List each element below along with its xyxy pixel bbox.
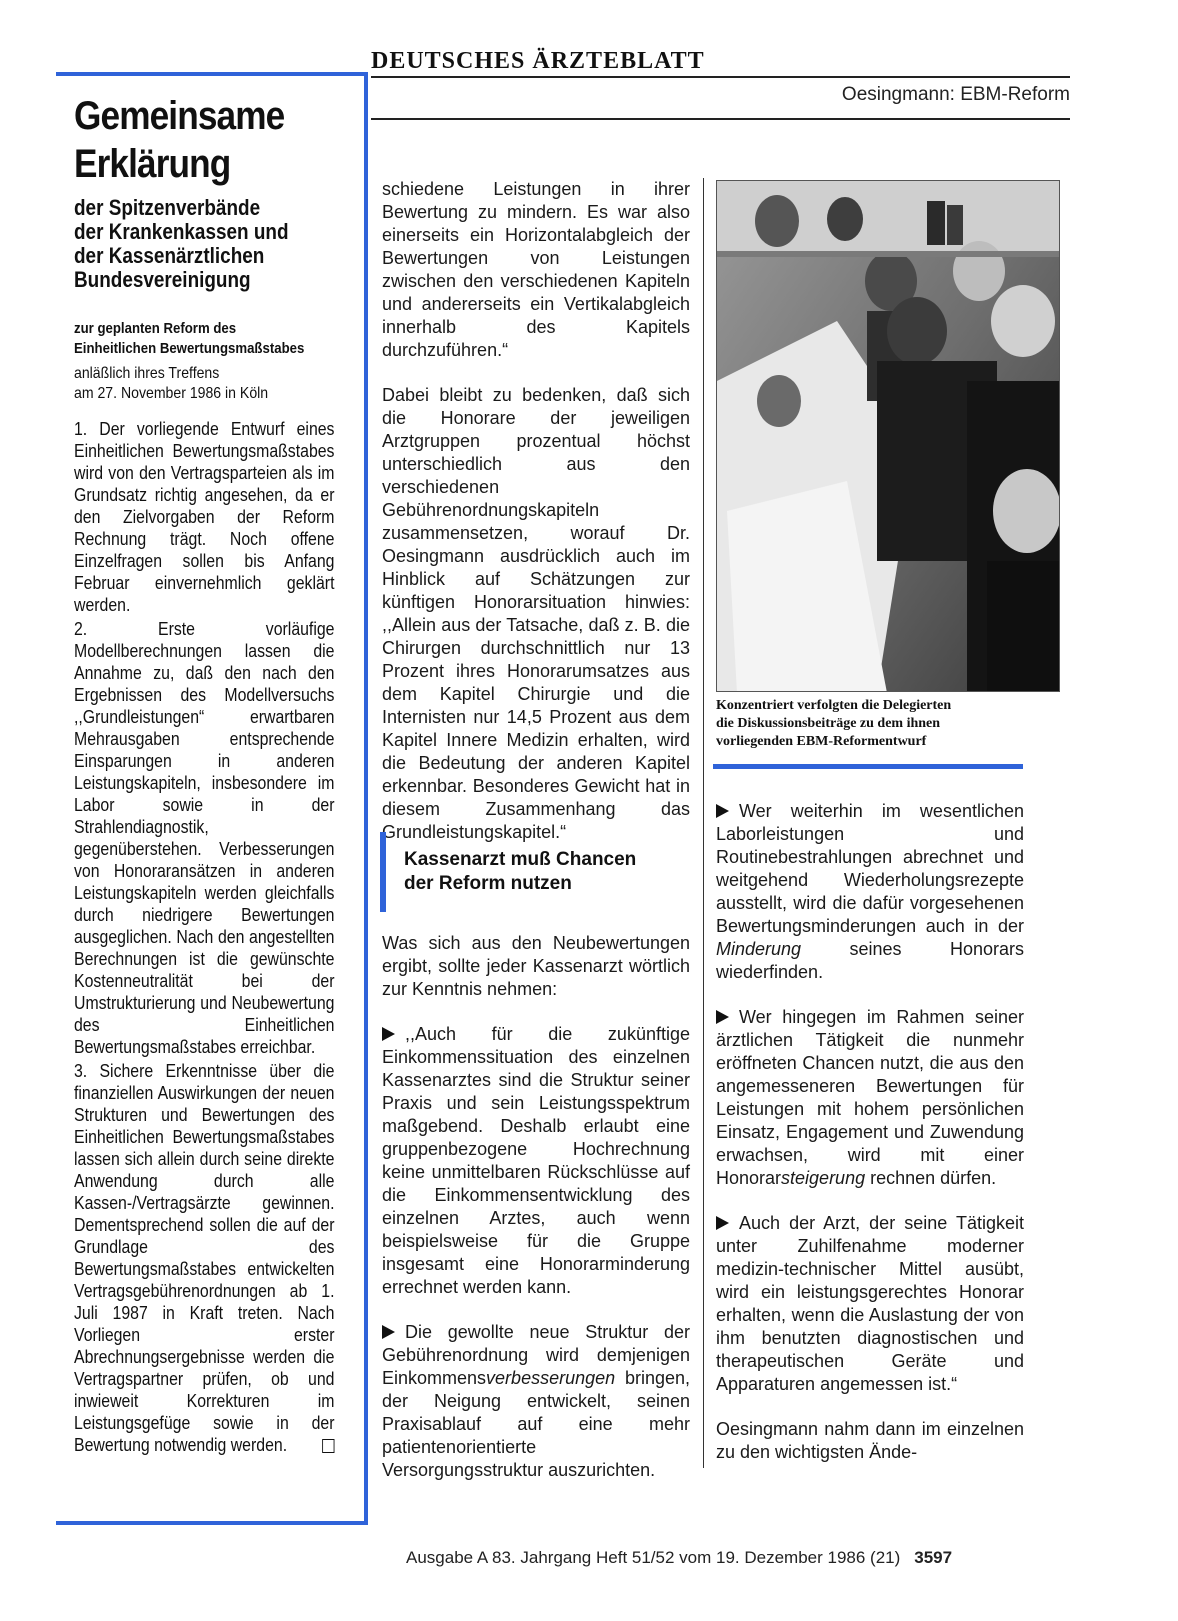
meeting-photo-image [717,181,1060,692]
bullet-triangle-icon [716,804,729,818]
photo-caption: Konzentriert verfolgten die Delegierten die Diskussionsbeiträge zu dem ihnen vorliegenden EBM-Reformentwurf [716,698,952,749]
masthead [371,48,1070,78]
declaration-meeting: anläßlich ihres Treffens am 27. November 1986 in Köln [74,365,269,402]
article-paragraph: Wer hingegen im Rahmen seiner ärztlichen Tätigkeit die nunmehr eröffneten Chancen nutzt, die aus den angemesseneren Bewertungen für Leistungen mit hohem persönlichen Einsatz, Engagement und Zuwendung erwachsen, wird mit einer Honorarsteigerung rechnen dürfen. [716,1007,1024,1188]
caption-accent-rule [713,764,1023,769]
running-head: Oesingmann: EBM-Reform [841,84,1070,105]
article-paragraph: Oesingmann nahm dann im einzelnen zu den wichtigsten Ände- [716,1419,1024,1462]
meeting-photo [716,180,1060,692]
article-paragraph: Was sich aus den Neubewertungen ergibt, sollte jeder Kassenarzt wörtlich zur Kenntnis nehmen: [382,933,690,999]
article-paragraph: ,,Auch für die zukünftige Einkommenssituation des einzelnen Kassenarztes sind die Struktur seiner Praxis und sein Leistungsspektrum maßgebend. Deshalb erlaubt eine gruppenbezogene Hochrechnung keine unmittelbaren Rückschlüsse auf die Einkommensentwicklung des einzelnen Arztes, auch wenn beispielsweise für die Gruppe insgesamt eine Honorarminderung errechnet werden kann. [382,1024,690,1297]
publication-name: DEUTSCHES ÄRZTEBLATT [371,48,705,74]
end-mark-icon [322,1439,334,1453]
declaration-title: Gemeinsame Erklärung [74,94,285,186]
column-2-top [382,178,690,866]
declaration-point-1: 1. Der vorliegende Entwurf eines Einheitlichen Bewertungsmaßstabes wird von den Vertragsparteien als im Grundsatz richtig angesehen, da er den Zielvorgaben der Reform Rechnung trägt. Noch offene Einzelfragen sollen bis Anfang Februar einvernehmlich geklärt werden. [74,419,335,615]
page-footer [406,1548,952,1568]
bullet-triangle-icon [716,1010,729,1024]
declaration-reference: zur geplanten Reform des Einheitlichen Bewertungsmaßstabes [74,320,305,357]
declaration-point-2: 2. Erste vorläufige Modellberechnungen lassen die Annahme zu, daß den nach den Ergebnissen des Modellversuchs ,,Grundleistungen“ erwartbaren Mehrausgaben entsprechende Einsparungen in anderen Leistungskapiteln, insbesondere im Labor sowie in der Strahlendiagnostik, gegenüberstehen. Verbesserungen von Honoraransätzen in anderen Leistungskapiteln werden gleichfalls durch niedrigere Bewertungen ausgeglichen. Nach den angestellten Berechnungen ist die gewünschte Kostenneutralität bei der Umstrukturierung und Neubewertung des Einheitlichen Bewertungsmaßstabes erreichbar. [74,619,335,1057]
column-divider [703,178,704,1468]
bullet-triangle-icon [716,1216,729,1230]
column-3 [716,800,1024,1486]
article-paragraph: Wer weiterhin im wesentlichen Laborleistungen und Routinebestrahlungen abrechnet und weitgehend Wiederholungsrezepte ausstellt, wird die dafür vorgesehenen Bewertungsminderungen auch in der Minderung seines Honorars wiederfinden. [716,801,1024,982]
bullet-triangle-icon [382,1325,395,1339]
article-paragraph: Auch der Arzt, der seine Tätigkeit unter Zuhilfenahme moderner medizin-technischer Mittel ausübt, wird ein leistungsgerechtes Honorar erhalten, wenn die Auslastung der von ihm benutzten diagnostischen und therapeutischen Geräte und Apparaturen angemessen ist.“ [716,1213,1024,1394]
running-head-rule [371,118,1070,120]
section-subheading: Kassenarzt muß Chancen der Reform nutzen [380,832,690,912]
bullet-triangle-icon [382,1027,395,1041]
page-number: 3597 [914,1548,953,1567]
column-2-bottom [382,932,690,1504]
issue-info: Ausgabe A 83. Jahrgang Heft 51/52 vom 19. Dezember 1986 (21) [406,1548,901,1567]
declaration-body [74,418,334,1458]
article-paragraph: schiedene Leistungen in ihrer Bewertung zu mindern. Es war also einerseits ein Horizontalabgleich der Bewertungen von Leistungen zwischen den verschiedenen Kapiteln und andererseits ein Vertikalabgleich innerhalb des Kapitels durchzuführen.“ [382,179,690,360]
declaration-subtitle: der Spitzenverbände der Krankenkassen und der Kassenärztlichen Bundesvereinigung [74,195,289,292]
declaration-point-3: 3. Sichere Erkenntnisse über die finanziellen Auswirkungen der neuen Strukturen und Bewertungen des Einheitlichen Bewertungsmaßstabes lassen sich allein durch seine direkte Anwendung durch alle Kassen-/Vertragsärzte gewinnen. Dementsprechend sollen die auf der Grundlage des Bewertungsmaßstabes entwickelten Vertragsgebührenordnungen ab 1. Juli 1987 in Kraft treten. Nach Vorliegen erster Abrechnungsergebnisse werden die Vertragspartner prüfen, ob und inwieweit Korrekturen im Leistungsgefüge sowie in der Bewertung notwendig werden. [74,1061,335,1455]
article-paragraph: Die gewollte neue Struktur der Gebührenordnung wird demjenigen Einkommensverbesserungen bringen, der Neigung entwickelt, seinen Praxisablauf auf eine mehr patientenorientierte Versorgungsstruktur auszurichten. [382,1322,690,1480]
article-paragraph: Dabei bleibt zu bedenken, daß sich die Honorare der jeweiligen Arztgruppen prozentual höchst unterschiedlich aus den verschiedenen Gebührenordnungskapiteln zusammensetzen, worauf Dr. Oesingmann ausdrücklich auch im Hinblick auf Schätzungen zur künftigen Honorarsituation hinwies: ,,Allein aus der Tatsache, daß z. B. die Chirurgen durchschnittlich nur 13 Prozent ihres Honorarumsatzes aus dem Kapitel Chirurgie und die Internisten nur 14,5 Prozent aus dem Kapitel Innere Medizin erhalten, wird die Bedeutung der anderen Kapitel erkennbar. Besonderes Gewicht hat in diesem Zusammenhang das Grundleistungskapitel.“ [382,385,690,842]
